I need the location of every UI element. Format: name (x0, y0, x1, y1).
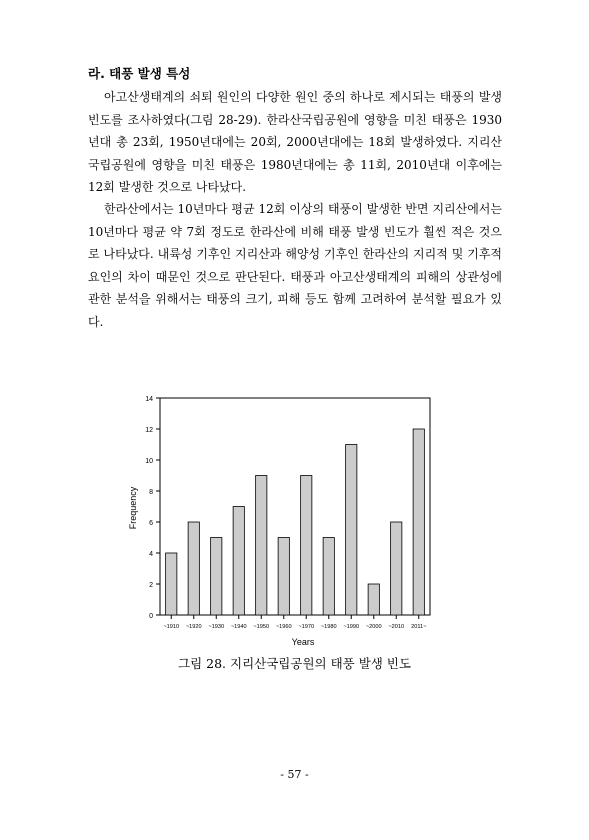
bar-~1980 (323, 538, 334, 616)
x-tick-label: ~1910 (163, 624, 180, 630)
y-tick-label: 8 (149, 489, 153, 496)
bar-2011~ (413, 429, 424, 615)
paragraph-1: 아고산생태계의 쇠퇴 원인의 다양한 원인 중의 하나로 제시되는 태풍의 발생 빈도를 조사하였다(그림 28-29). 한라산국립공원에 영향을 미친 태풍은 1930년대 총 23회, 1950년대에는 20회, 2000년대에는 18회 발생하였다. 지리산국립공원에 영향을 미친 태풍은 1980년대에는 총 11회, 2010년대 이후에는 12회 발생한 것으로 나타났다. (88, 90, 502, 195)
y-tick-label: 2 (149, 582, 153, 589)
x-tick-label: 2011~ (411, 624, 427, 630)
bar-~1920 (188, 522, 199, 615)
x-tick-label: ~1950 (253, 624, 270, 630)
bar-~1930 (211, 538, 222, 616)
bar-~1940 (233, 507, 244, 616)
bar-~1970 (301, 476, 312, 616)
y-tick-label: 6 (149, 520, 153, 527)
x-tick-label: ~2010 (388, 624, 405, 630)
plot-frame (160, 398, 430, 615)
y-tick-label: 12 (145, 427, 153, 434)
bar-~1960 (278, 538, 289, 616)
section-heading: 라. 태풍 발생 특성 (88, 66, 191, 81)
x-tick-label: ~1990 (343, 624, 360, 630)
bar-~2000 (368, 584, 379, 615)
x-tick-label: ~2000 (365, 624, 382, 630)
x-tick-label: ~1930 (208, 624, 225, 630)
x-tick-label: ~1920 (185, 624, 202, 630)
y-axis-label: Frequency (128, 486, 138, 530)
x-axis-label: Years (291, 637, 315, 647)
y-tick-label: 14 (145, 396, 153, 403)
paragraph-2: 한라산에서는 10년마다 평균 12회 이상의 태풍이 발생한 반면 지리산에서는 10년마다 평균 약 7회 정도로 한라산에 비해 태풍 발생 빈도가 훨씬 적은 것으로 나타났다. 내륙성 기후인 지리산과 해양성 기후인 한라산의 지리적 및 기후적 요인의 차이 때문인 것으로 판단된다. 태풍과 아고산생태계의 피해의 상관성에 관한 분석을 위해서는 태풍의 크기, 피해 등도 함께 고려하여 분석할 필요가 있다. (88, 202, 502, 329)
typhoon-frequency-chart (118, 388, 448, 650)
y-tick-label: 4 (149, 551, 153, 558)
x-tick-label: ~1970 (298, 624, 315, 630)
figure-caption: 그림 28. 지리산국립공원의 태풍 발생 빈도 (178, 656, 411, 671)
bar-~2010 (391, 522, 402, 615)
x-tick-label: ~1960 (275, 624, 292, 630)
x-tick-label: ~1940 (230, 624, 247, 630)
bar-~1910 (166, 553, 177, 615)
x-tick-label: ~1980 (320, 624, 337, 630)
y-tick-label: 0 (149, 613, 153, 620)
page-number: - 57 - (280, 768, 309, 781)
bar-~1950 (256, 476, 267, 616)
bar-~1990 (346, 445, 357, 616)
y-tick-label: 10 (145, 458, 153, 465)
